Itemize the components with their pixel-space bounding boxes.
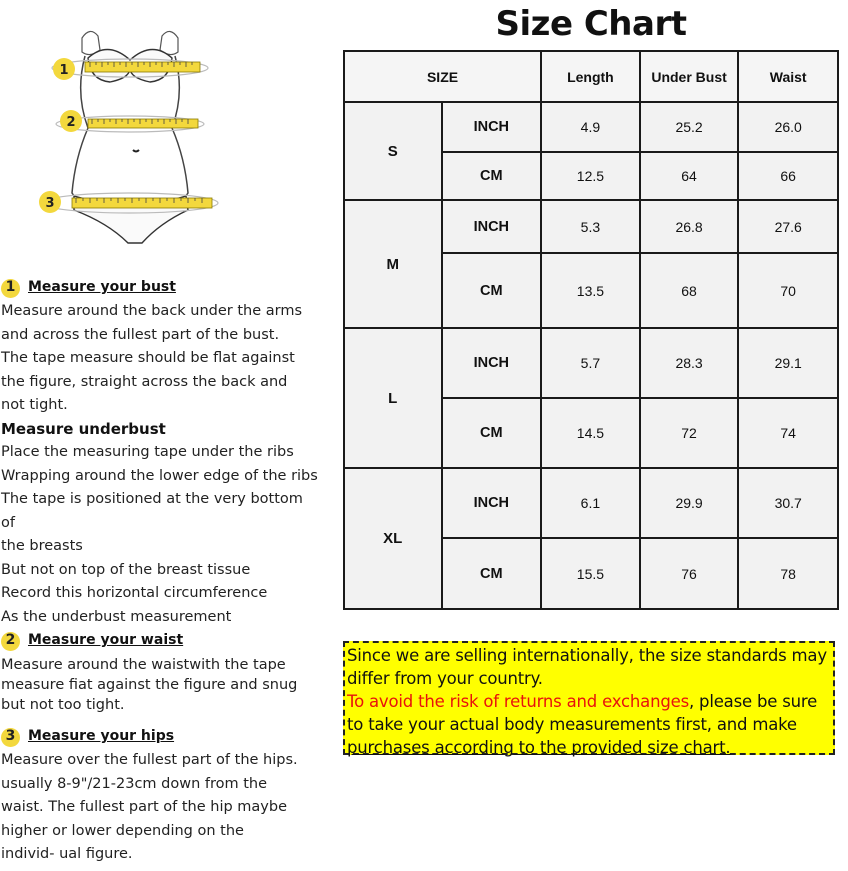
hips-label: Measure your hips [28,728,175,745]
value-cell: 70 [738,253,838,328]
value-cell: 5.3 [541,200,640,253]
size-cell: M [344,200,442,328]
underbust-line: The tape is positioned at the very bottom of [1,491,303,531]
step-1-badge: 1 [1,279,20,298]
value-cell: 12.5 [541,152,640,200]
value-cell: 25.2 [640,102,739,152]
underbust-line: Wrapping around the lower edge of the ribs [1,467,318,484]
marker-3: 3 [45,196,55,211]
unit-cell: CM [442,152,542,200]
step-3-badge: 3 [1,728,20,747]
hips-line: Measure over the fullest part of the hips. [1,752,298,768]
size-cell: XL [344,468,442,609]
bust-line: The tape measure should be flat against [1,350,295,366]
value-cell: 76 [640,538,739,609]
notice-line: purchases according to the provided size chart. [347,738,731,757]
size-notice [343,641,835,755]
notice-line: to take your actual body measurements first, and make [347,715,797,734]
value-cell: 30.7 [738,468,838,538]
value-cell: 14.5 [541,398,640,468]
page-title: Size Chart [495,4,687,44]
value-cell: 5.7 [541,328,640,398]
table-row [344,200,838,253]
waist-line: measure fiat against the figure and snug [1,677,298,693]
underbust-line: Record this horizontal circumference [1,585,268,601]
value-cell: 72 [640,398,739,468]
body-measurement-illustration [30,18,240,268]
value-cell: 15.5 [541,538,640,609]
marker-2: 2 [66,115,76,130]
unit-cell: CM [442,538,542,609]
value-cell: 68 [640,253,739,328]
table-row [344,102,838,152]
value-cell: 29.1 [738,328,838,398]
unit-cell: CM [442,398,542,468]
header-under-bust: Under Bust [640,51,739,102]
value-cell: 26.0 [738,102,838,152]
notice-line [347,690,831,713]
value-cell: 78 [738,538,838,609]
unit-cell: INCH [442,328,542,398]
bust-line: and across the fullest part of the bust. [1,326,280,343]
waist-line: but not too tight. [1,697,125,713]
underbust-line: the breasts [1,538,83,554]
value-cell: 29.9 [640,468,739,538]
underbust-line: But not on top of the breast tissue [1,561,251,578]
step-2-badge: 2 [1,632,20,651]
bust-line: Measure around the back under the arms [1,303,303,319]
underbust-line: Place the measuring tape under the ribs [1,444,294,460]
table-header-row [344,51,838,102]
waist-line: Measure around the waistwith the tape [1,657,286,673]
value-cell: 28.3 [640,328,739,398]
value-cell: 4.9 [541,102,640,152]
hips-line: individ- ual figure. [1,846,133,862]
underbust-label: Measure underbust [1,419,166,438]
size-table [343,50,839,610]
table-row [344,328,838,398]
value-cell: 66 [738,152,838,200]
bust-line: not tight. [1,397,68,413]
value-cell: 74 [738,398,838,468]
measurement-instructions [1,276,321,867]
bust-line: the figure, straight across the back and [1,373,288,390]
marker-1: 1 [59,63,69,78]
warning-text: To avoid the risk of returns and exchanges [347,692,689,711]
underbust-line: As the underbust measurement [1,608,232,625]
unit-cell: INCH [442,102,542,152]
value-cell: 26.8 [640,200,739,253]
size-cell: L [344,328,442,468]
notice-text: , please be sure [688,692,818,711]
waist-label: Measure your waist [28,632,184,649]
hips-line: waist. The fullest part of the hip maybe [1,799,288,815]
value-cell: 6.1 [541,468,640,538]
header-waist: Waist [738,51,838,102]
hips-heading [1,725,321,749]
value-cell: 64 [640,152,739,200]
unit-cell: INCH [442,468,542,538]
header-size: SIZE [344,51,541,102]
notice-line: differ from your country. [347,669,543,688]
table-row [344,468,838,538]
header-length: Length [541,51,640,102]
notice-line: Since we are selling internationally, the size standards may [347,646,827,665]
hips-line: usually 8-9"/21-23cm down from the [1,775,268,792]
hips-line: higher or lower depending on the [1,822,244,839]
unit-cell: INCH [442,200,542,253]
unit-cell: CM [442,253,542,328]
bust-heading [1,276,321,300]
value-cell: 13.5 [541,253,640,328]
waist-heading [1,629,321,653]
bust-label: Measure your bust [28,279,176,296]
size-cell: S [344,102,442,200]
value-cell: 27.6 [738,200,838,253]
